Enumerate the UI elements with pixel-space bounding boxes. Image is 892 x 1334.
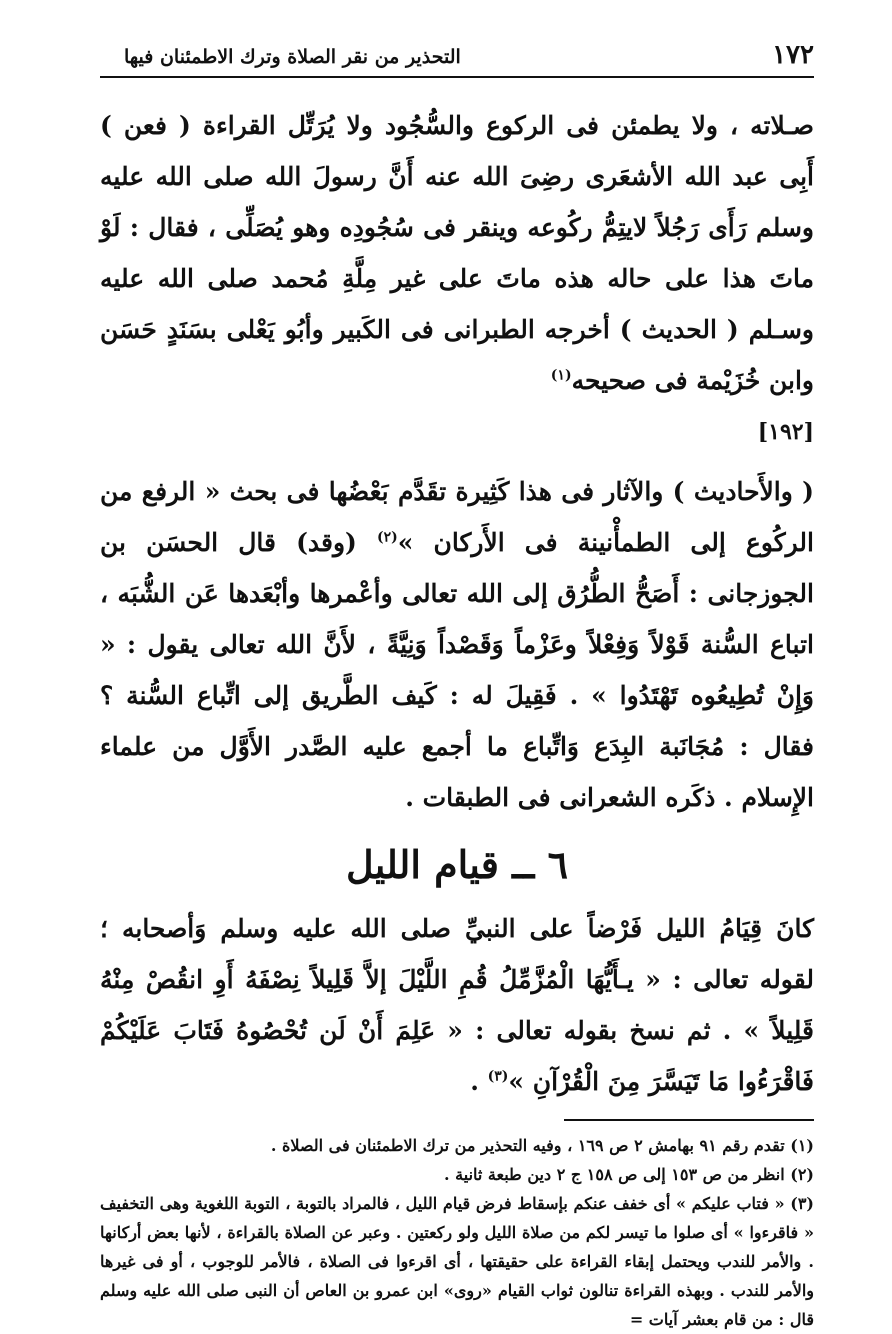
footnote-2: (٢) انظر من ص ١٥٣ إلى ص ١٥٨ ج ٢ دين طبعة ثانية . <box>444 1165 814 1184</box>
commentary-text-a: ( والأَحاديث ) والآثار فى هذا كَثِيرة تقَدَّم بَعْضُها فى بحث « الرفع من الركُوع إلى الطمأْنينة فى الأَركان » <box>100 477 814 557</box>
hadith-number: [١٩٢] <box>757 419 814 445</box>
running-title: التحذير من نقر الصلاة وترك الاطمئنان فيها <box>124 46 461 68</box>
page-number: ١٧٢ <box>772 40 814 70</box>
footnote-separator <box>564 1119 814 1121</box>
commentary-paragraph <box>100 466 814 823</box>
page-header <box>100 40 814 78</box>
section-heading: ٦ ــ قيام الليل <box>345 842 569 887</box>
night-prayer-end: . <box>470 1067 488 1096</box>
night-prayer-text: كانَ قِيَامُ الليل فَرْضاً على النبيِّ صلى الله عليه وسلم وَأصحابه ؛ لقوله تعالى : « يـأَيُّهَا الْمُزَّمِّلُ قُمِ اللَّيْلَ إلاَّ قَلِيلاً نِصْفَهُ أَوِ انقُصْ مِنْهُ قَلِيلاً » . ثم نسخ بقوله تعالى : « عَلِمَ أَنْ لَن تُحْصُوهُ فَتَابَ عَلَيْكُمْ فَاقْرَءُوا مَا تَيَسَّرَ مِنَ الْقُرْآنِ » <box>100 914 814 1096</box>
footnotes <box>100 1131 814 1334</box>
commentary-text-b: (وقد) قال الحسَن بن الجوزجانى : أَصَحُّ الطُّرُق إلى الله تعالى وأعْمرها وأبْعَدها عَن الشُّبَه ، اتباع السُّنة قَوْلاً وَفِعْلاً وعَزْماً وَقَصْداً وَنِيَّةً ، لأَنَّ الله تعالى يقول : « وَإِنْ تُطِيعُوه تَهْتَدُوا » . فَقِيلَ له : كَيف الطَّريق إلى اتِّباع السُّنة ؟ فقال : مُجَانَبة البِدَع وَاتِّباع ما أجمع عليه الصَّدر الأَوَّل من علماء الإِسلام . ذكَره الشعرانى فى الطبقات . <box>100 528 814 812</box>
night-prayer-paragraph <box>100 903 814 1107</box>
footnote-marker-1: (١) <box>550 367 572 384</box>
footnote-1: (١) تقدم رقم ٩١ بهامش ٢ ص ١٦٩ ، وفيه التحذير من ترك الاطمئنان فى الصلاة . <box>270 1136 814 1155</box>
hadith-paragraph <box>100 100 814 406</box>
footnote-marker-2: (٢) <box>377 529 398 546</box>
footnote-3: (٣) « فتاب عليكم » أى خفف عنكم بإسقاط فرض قيام الليل ، فالمراد بالتوبة ، التوبة اللغوية وهى التخفيف « فاقرءوا » أى صلوا ما تيسر لكم من صلاة الليل ولو ركعتين . وعبر عن الصلاة بالقراءة ، لأنها بعض أركانها . والأمر للندب ويحتمل إبقاء القراءة على حقيقتها ، أى اقرءوا فى الصلاة ، فالأمر للوجوب ، أو فى غيرها والأمر للندب . وبهذه القراءة تنالون ثواب القيام «روى» ابن عمرو بن العاص أن النبى صلى الله عليه وسلم قال : من قام بعشر آيات = <box>100 1194 814 1329</box>
hadith-text: صـلاته ، ولا يطمئن فى الركوع والسُّجُود ولا يُرَتِّل القراءة ( فعن ) أَبِى عبد الله الأشعَرى رضِىَ الله عنه أَنَّ رسولَ الله صلى الله عليه وسلم رَأَى رَجُلاً لايتِمُّ ركُوعه وينقر فى سُجُودِه وهو يُصَلِّى ، فقال : لَوْ ماتَ هذا على حاله هذه ماتَ على غير مِلَّةِ مُحمد صلى الله عليه وسـلم ( الحديث ) أخرجه الطبرانى فى الكَبير وأبُو يَعْلى بسَنَدٍ حَسَن وابن خُزَيْمة فى صحيحه <box>100 111 814 395</box>
main-text <box>100 100 814 1107</box>
footnote-marker-3: (٣) <box>487 1068 509 1085</box>
